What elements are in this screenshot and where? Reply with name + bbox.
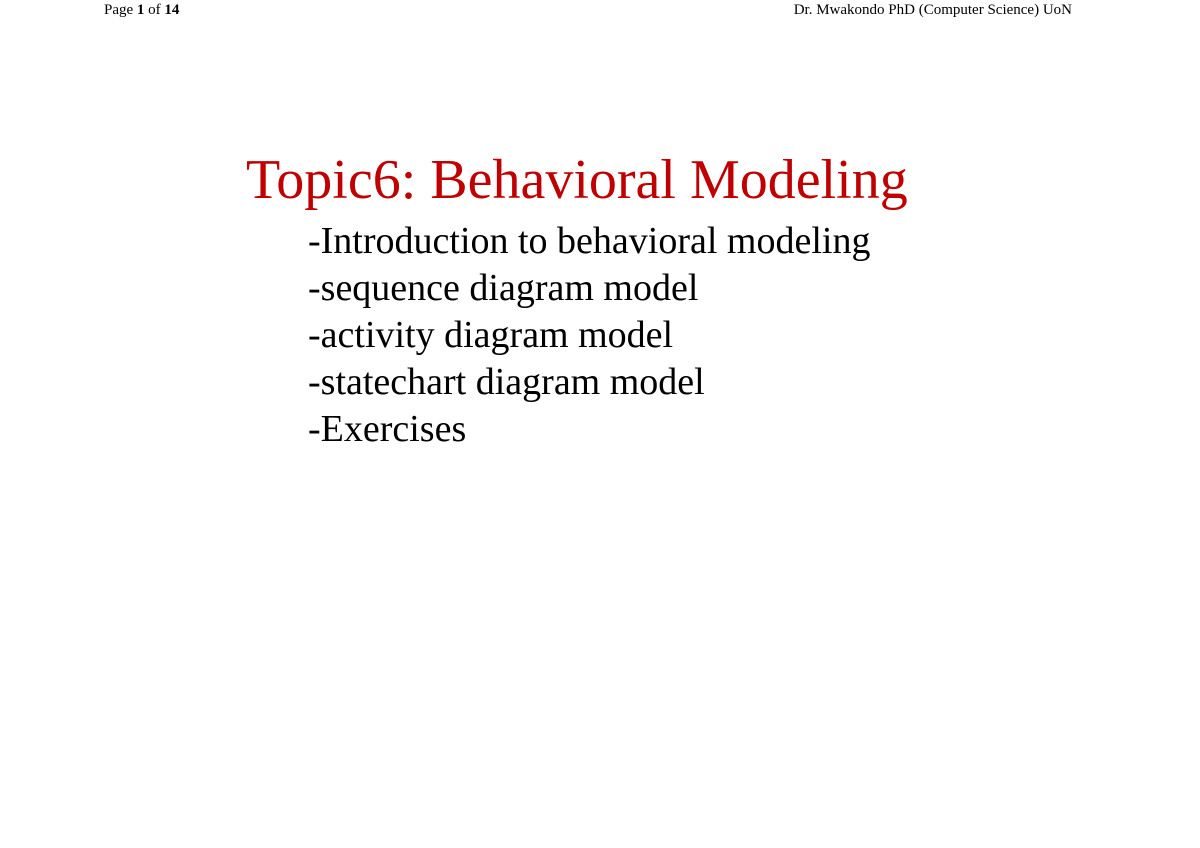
slide-title: Topic6: Behavioral Modeling [246, 149, 908, 211]
page-total: 14 [164, 2, 180, 18]
outline-item: -statechart diagram model [308, 361, 705, 403]
page-current: 1 [136, 2, 145, 18]
outline-item: -activity diagram model [308, 314, 674, 356]
page-indicator [104, 2, 179, 19]
outline-item: -Exercises [308, 408, 467, 450]
outline-item: -Introduction to behavioral modeling [308, 220, 871, 262]
author-header: Dr. Mwakondo PhD (Computer Science) UoN [793, 2, 1072, 18]
page-prefix: Page [104, 2, 137, 18]
topic-outline [308, 218, 870, 453]
outline-item: -sequence diagram model [308, 267, 699, 309]
page-of: of [144, 2, 165, 18]
